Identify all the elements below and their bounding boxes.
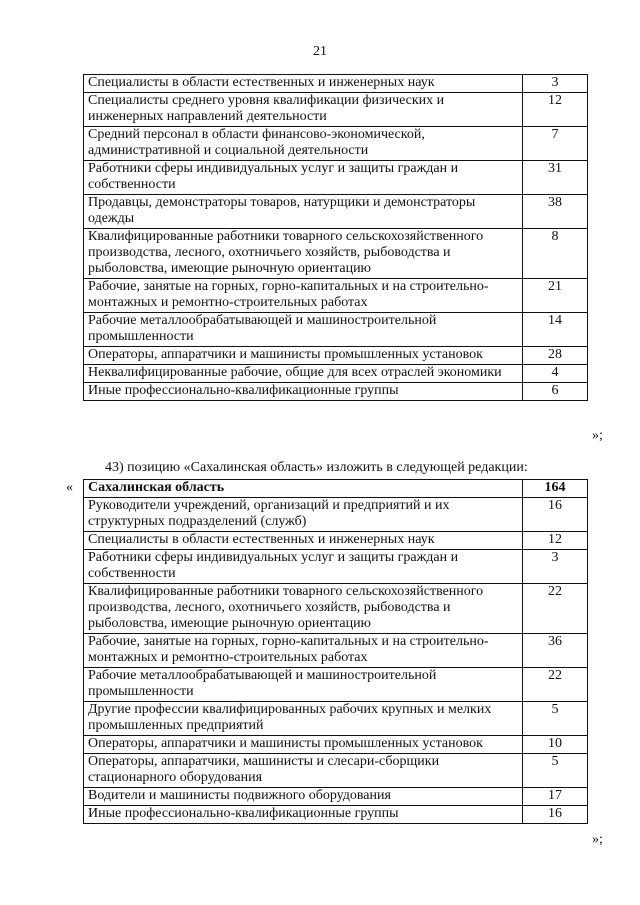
table-row	[84, 229, 588, 279]
profession-count: 17	[523, 788, 588, 806]
closing-quote: »;	[592, 832, 603, 847]
profession-name: Квалифицированные работники товарного сельскохозяйственного производства, лесного, охотничьего хозяйств, рыбоводства и рыболовства, имеющие рыночную ориентацию	[84, 229, 523, 279]
profession-name: Иные профессионально-квалификационные группы	[84, 383, 523, 401]
profession-name: Другие профессии квалифицированных рабочих крупных и мелких промышленных предприятий	[84, 702, 523, 736]
table-row	[84, 668, 588, 702]
table-row	[84, 93, 588, 127]
region-total: 164	[523, 480, 588, 498]
amendment-instruction: 43) позицию «Сахалинская область» изложить в следующей редакции:	[105, 460, 528, 475]
profession-name: Неквалифицированные рабочие, общие для всех отраслей экономики	[84, 365, 523, 383]
profession-count: 16	[523, 498, 588, 532]
profession-name: Работники сферы индивидуальных услуг и защиты граждан и собственности	[84, 550, 523, 584]
closing-quote: »;	[592, 428, 603, 443]
profession-count: 22	[523, 584, 588, 634]
table-row	[84, 532, 588, 550]
profession-count: 36	[523, 634, 588, 668]
table-row	[84, 788, 588, 806]
profession-count: 14	[523, 313, 588, 347]
profession-count: 31	[523, 161, 588, 195]
page-number: 21	[313, 44, 327, 59]
table-row	[84, 365, 588, 383]
opening-quote: «	[66, 480, 73, 495]
profession-count: 3	[523, 550, 588, 584]
profession-name: Операторы, аппаратчики и машинисты промышленных установок	[84, 347, 523, 365]
profession-table-previous	[83, 74, 588, 401]
table-header-row	[84, 480, 588, 498]
profession-count: 4	[523, 365, 588, 383]
profession-name: Специалисты среднего уровня квалификации физических и инженерных направлений деятельности	[84, 93, 523, 127]
profession-count: 22	[523, 668, 588, 702]
profession-count: 21	[523, 279, 588, 313]
table-row	[84, 754, 588, 788]
table-row	[84, 313, 588, 347]
profession-name: Средний персонал в области финансово-экономической, административной и социальной деятельности	[84, 127, 523, 161]
profession-name: Водители и машинисты подвижного оборудования	[84, 788, 523, 806]
profession-count: 16	[523, 806, 588, 824]
profession-name: Операторы, аппаратчики и машинисты промышленных установок	[84, 736, 523, 754]
profession-name: Квалифицированные работники товарного сельскохозяйственного производства, лесного, охотничьего хозяйств, рыбоводства и рыболовства, имеющие рыночную ориентацию	[84, 584, 523, 634]
table-row	[84, 702, 588, 736]
table-row	[84, 383, 588, 401]
profession-count: 8	[523, 229, 588, 279]
table-row	[84, 75, 588, 93]
table-row	[84, 279, 588, 313]
profession-count: 5	[523, 702, 588, 736]
profession-count: 3	[523, 75, 588, 93]
profession-name: Рабочие, занятые на горных, горно-капитальных и на строительно-монтажных и ремонтно-строительных работах	[84, 279, 523, 313]
profession-name: Работники сферы индивидуальных услуг и защиты граждан и собственности	[84, 161, 523, 195]
table-row	[84, 550, 588, 584]
table-row	[84, 498, 588, 532]
table-row	[84, 127, 588, 161]
table-row	[84, 347, 588, 365]
profession-count: 38	[523, 195, 588, 229]
table-row	[84, 634, 588, 668]
profession-count: 6	[523, 383, 588, 401]
table-row	[84, 736, 588, 754]
profession-count: 10	[523, 736, 588, 754]
profession-count: 5	[523, 754, 588, 788]
profession-name: Рабочие металлообрабатывающей и машиностроительной промышленности	[84, 668, 523, 702]
profession-name: Операторы, аппаратчики, машинисты и слесари-сборщики стационарного оборудования	[84, 754, 523, 788]
table-row	[84, 584, 588, 634]
profession-table-sakhalin	[83, 479, 588, 824]
table-row	[84, 195, 588, 229]
region-name: Сахалинская область	[84, 480, 523, 498]
profession-count: 28	[523, 347, 588, 365]
profession-name: Продавцы, демонстраторы товаров, натурщики и демонстраторы одежды	[84, 195, 523, 229]
table-row	[84, 806, 588, 824]
profession-count: 7	[523, 127, 588, 161]
profession-name: Рабочие, занятые на горных, горно-капитальных и на строительно-монтажных и ремонтно-строительных работах	[84, 634, 523, 668]
profession-name: Специалисты в области естественных и инженерных наук	[84, 532, 523, 550]
profession-count: 12	[523, 93, 588, 127]
table-row	[84, 161, 588, 195]
profession-count: 12	[523, 532, 588, 550]
profession-name: Рабочие металлообрабатывающей и машиностроительной промышленности	[84, 313, 523, 347]
profession-name: Руководители учреждений, организаций и предприятий и их структурных подразделений (служб)	[84, 498, 523, 532]
profession-name: Иные профессионально-квалификационные группы	[84, 806, 523, 824]
profession-name: Специалисты в области естественных и инженерных наук	[84, 75, 523, 93]
